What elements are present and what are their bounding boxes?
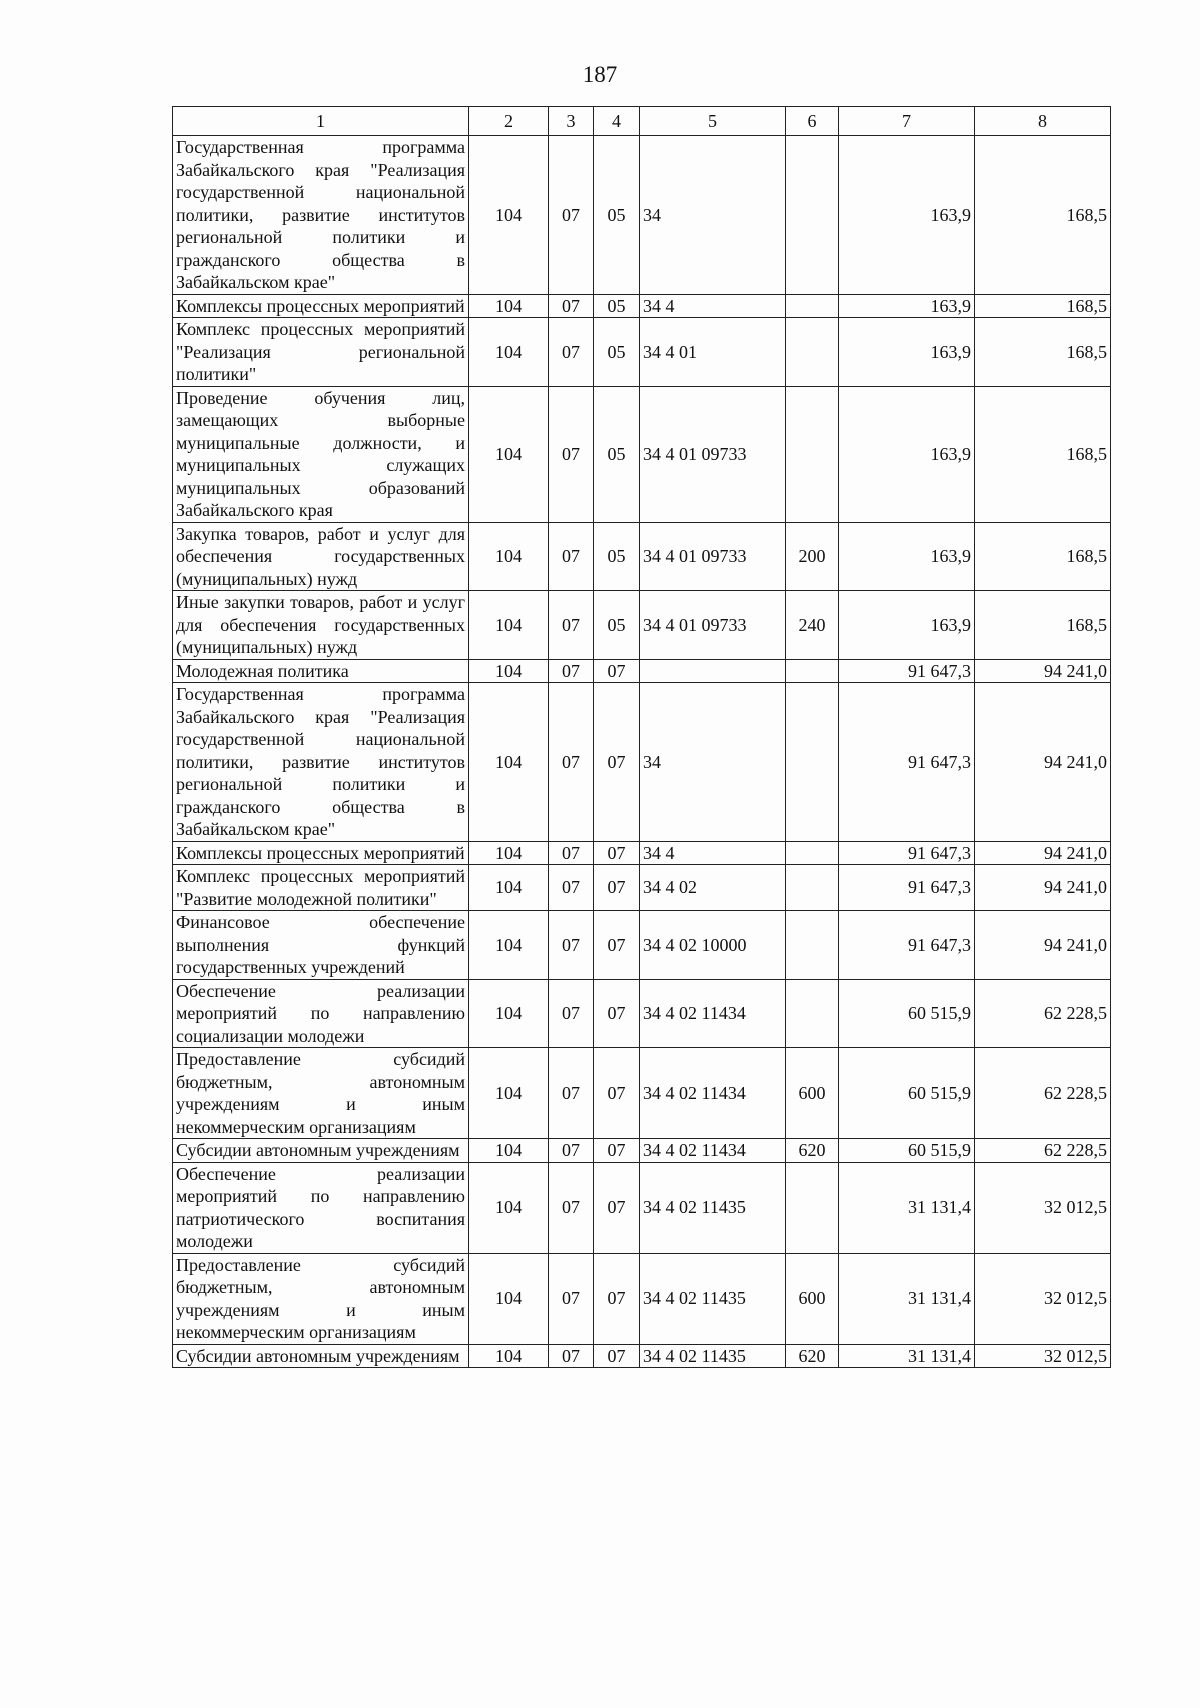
- amount-year2-cell: 168,5: [975, 136, 1111, 295]
- expense-type-cell: 600: [786, 1253, 839, 1344]
- page-number: 187: [582, 62, 618, 87]
- amount-year1-cell: 31 131,4: [839, 1253, 975, 1344]
- amount-year2-cell: 62 228,5: [975, 979, 1111, 1048]
- row-name-cell: Комплексы процессных мероприятий: [173, 841, 469, 865]
- chapter-code-cell: 07: [549, 1253, 594, 1344]
- expense-type-cell: [786, 318, 839, 387]
- chapter-code-cell: 07: [549, 1344, 594, 1368]
- amount-year2-cell: 168,5: [975, 522, 1111, 591]
- target-article-cell: [640, 659, 786, 683]
- chapter-code-cell: 07: [549, 865, 594, 911]
- subsection-code-cell: 07: [594, 659, 640, 683]
- target-article-cell: 34 4 01 09733: [640, 522, 786, 591]
- table-row: [173, 683, 1111, 842]
- amount-year2-cell: 168,5: [975, 318, 1111, 387]
- section-code-cell: 104: [469, 1344, 549, 1368]
- section-code-cell: 104: [469, 294, 549, 318]
- expense-type-cell: [786, 979, 839, 1048]
- table-row: [173, 1048, 1111, 1139]
- chapter-code-cell: 07: [549, 1139, 594, 1163]
- target-article-cell: 34: [640, 683, 786, 842]
- row-name-cell: Предоставление субсидий бюджетным, автономным учреждениям и иным некоммерческим организациям: [173, 1048, 469, 1139]
- table-row: [173, 318, 1111, 387]
- row-name-cell: Комплекс процессных мероприятий "Реализация региональной политики": [173, 318, 469, 387]
- section-code-cell: 104: [469, 386, 549, 522]
- expense-type-cell: [786, 683, 839, 842]
- amount-year1-cell: 163,9: [839, 522, 975, 591]
- amount-year1-cell: 60 515,9: [839, 1048, 975, 1139]
- subsection-code-cell: 07: [594, 911, 640, 980]
- expense-type-cell: [786, 386, 839, 522]
- section-code-cell: 104: [469, 911, 549, 980]
- row-name-cell: Обеспечение реализации мероприятий по направлению социализации молодежи: [173, 979, 469, 1048]
- amount-year2-cell: 94 241,0: [975, 659, 1111, 683]
- expense-type-cell: 240: [786, 591, 839, 660]
- table-row: [173, 911, 1111, 980]
- section-code-cell: 104: [469, 591, 549, 660]
- table-row: [173, 522, 1111, 591]
- column-header: 8: [975, 107, 1111, 136]
- chapter-code-cell: 07: [549, 522, 594, 591]
- subsection-code-cell: 07: [594, 865, 640, 911]
- budget-table: [172, 106, 1111, 1368]
- subsection-code-cell: 07: [594, 683, 640, 842]
- expense-type-cell: 620: [786, 1139, 839, 1163]
- column-header: 3: [549, 107, 594, 136]
- amount-year2-cell: 62 228,5: [975, 1139, 1111, 1163]
- row-name-cell: Государственная программа Забайкальского края "Реализация государственной национальной политики, развитие институтов региональной политики и гражданского общества в Забайкальском крае": [173, 683, 469, 842]
- table-row: [173, 841, 1111, 865]
- row-name-cell: Государственная программа Забайкальского края "Реализация государственной национальной политики, развитие институтов региональной политики и гражданского общества в Забайкальском крае": [173, 136, 469, 295]
- expense-type-cell: [786, 841, 839, 865]
- amount-year2-cell: 32 012,5: [975, 1162, 1111, 1253]
- table-row: [173, 865, 1111, 911]
- table-row: [173, 294, 1111, 318]
- amount-year1-cell: 163,9: [839, 136, 975, 295]
- amount-year1-cell: 91 647,3: [839, 683, 975, 842]
- amount-year2-cell: 94 241,0: [975, 841, 1111, 865]
- expense-type-cell: [786, 911, 839, 980]
- amount-year1-cell: 31 131,4: [839, 1162, 975, 1253]
- amount-year1-cell: 60 515,9: [839, 979, 975, 1048]
- target-article-cell: 34 4 01: [640, 318, 786, 387]
- target-article-cell: 34: [640, 136, 786, 295]
- target-article-cell: 34 4 02 10000: [640, 911, 786, 980]
- chapter-code-cell: 07: [549, 318, 594, 387]
- row-name-cell: Финансовое обеспечение выполнения функций государственных учреждений: [173, 911, 469, 980]
- expense-type-cell: [786, 865, 839, 911]
- expense-type-cell: [786, 1162, 839, 1253]
- section-code-cell: 104: [469, 841, 549, 865]
- subsection-code-cell: 05: [594, 318, 640, 387]
- amount-year2-cell: 168,5: [975, 386, 1111, 522]
- subsection-code-cell: 07: [594, 1253, 640, 1344]
- row-name-cell: Закупка товаров, работ и услуг для обеспечения государственных (муниципальных) нужд: [173, 522, 469, 591]
- section-code-cell: 104: [469, 683, 549, 842]
- amount-year2-cell: 62 228,5: [975, 1048, 1111, 1139]
- table-row: [173, 136, 1111, 295]
- row-name-cell: Обеспечение реализации мероприятий по направлению патриотического воспитания молодежи: [173, 1162, 469, 1253]
- subsection-code-cell: 07: [594, 979, 640, 1048]
- section-code-cell: 104: [469, 865, 549, 911]
- target-article-cell: 34 4: [640, 294, 786, 318]
- row-name-cell: Молодежная политика: [173, 659, 469, 683]
- subsection-code-cell: 05: [594, 591, 640, 660]
- target-article-cell: 34 4 02 11434: [640, 1139, 786, 1163]
- chapter-code-cell: 07: [549, 294, 594, 318]
- chapter-code-cell: 07: [549, 683, 594, 842]
- subsection-code-cell: 05: [594, 294, 640, 318]
- section-code-cell: 104: [469, 1162, 549, 1253]
- amount-year1-cell: 163,9: [839, 294, 975, 318]
- section-code-cell: 104: [469, 979, 549, 1048]
- amount-year1-cell: 163,9: [839, 591, 975, 660]
- header-row: [173, 107, 1111, 136]
- column-header: 5: [640, 107, 786, 136]
- subsection-code-cell: 07: [594, 1344, 640, 1368]
- subsection-code-cell: 07: [594, 841, 640, 865]
- chapter-code-cell: 07: [549, 841, 594, 865]
- table-row: [173, 979, 1111, 1048]
- amount-year1-cell: 91 647,3: [839, 841, 975, 865]
- row-name-cell: Субсидии автономным учреждениям: [173, 1139, 469, 1163]
- target-article-cell: 34 4 01 09733: [640, 591, 786, 660]
- chapter-code-cell: 07: [549, 979, 594, 1048]
- chapter-code-cell: 07: [549, 911, 594, 980]
- column-header: 1: [173, 107, 469, 136]
- column-header: 2: [469, 107, 549, 136]
- target-article-cell: 34 4 02 11435: [640, 1344, 786, 1368]
- amount-year1-cell: 60 515,9: [839, 1139, 975, 1163]
- chapter-code-cell: 07: [549, 386, 594, 522]
- row-name-cell: Комплексы процессных мероприятий: [173, 294, 469, 318]
- chapter-code-cell: 07: [549, 591, 594, 660]
- table-row: [173, 386, 1111, 522]
- amount-year1-cell: 91 647,3: [839, 659, 975, 683]
- subsection-code-cell: 05: [594, 386, 640, 522]
- target-article-cell: 34 4 02 11434: [640, 1048, 786, 1139]
- section-code-cell: 104: [469, 136, 549, 295]
- subsection-code-cell: 07: [594, 1162, 640, 1253]
- table-row: [173, 1162, 1111, 1253]
- column-header: 4: [594, 107, 640, 136]
- chapter-code-cell: 07: [549, 136, 594, 295]
- amount-year2-cell: 32 012,5: [975, 1253, 1111, 1344]
- row-name-cell: Комплекс процессных мероприятий "Развитие молодежной политики": [173, 865, 469, 911]
- amount-year2-cell: 94 241,0: [975, 683, 1111, 842]
- expense-type-cell: [786, 659, 839, 683]
- chapter-code-cell: 07: [549, 1162, 594, 1253]
- amount-year2-cell: 32 012,5: [975, 1344, 1111, 1368]
- target-article-cell: 34 4 02 11435: [640, 1253, 786, 1344]
- subsection-code-cell: 05: [594, 522, 640, 591]
- table-row: [173, 591, 1111, 660]
- expense-type-cell: 200: [786, 522, 839, 591]
- expense-type-cell: 600: [786, 1048, 839, 1139]
- target-article-cell: 34 4 02 11435: [640, 1162, 786, 1253]
- target-article-cell: 34 4 01 09733: [640, 386, 786, 522]
- section-code-cell: 104: [469, 1253, 549, 1344]
- column-header: 7: [839, 107, 975, 136]
- expense-type-cell: [786, 294, 839, 318]
- section-code-cell: 104: [469, 318, 549, 387]
- expense-type-cell: 620: [786, 1344, 839, 1368]
- chapter-code-cell: 07: [549, 659, 594, 683]
- row-name-cell: Проведение обучения лиц, замещающих выборные муниципальные должности, и муниципальных служащих муниципальных образований Забайкальского края: [173, 386, 469, 522]
- amount-year2-cell: 168,5: [975, 294, 1111, 318]
- column-header: 6: [786, 107, 839, 136]
- row-name-cell: Предоставление субсидий бюджетным, автономным учреждениям и иным некоммерческим организациям: [173, 1253, 469, 1344]
- target-article-cell: 34 4: [640, 841, 786, 865]
- table-row: [173, 659, 1111, 683]
- table-row: [173, 1253, 1111, 1344]
- table-row: [173, 1344, 1111, 1368]
- section-code-cell: 104: [469, 659, 549, 683]
- amount-year2-cell: 94 241,0: [975, 911, 1111, 980]
- chapter-code-cell: 07: [549, 1048, 594, 1139]
- row-name-cell: Субсидии автономным учреждениям: [173, 1344, 469, 1368]
- subsection-code-cell: 07: [594, 1048, 640, 1139]
- table-row: [173, 1139, 1111, 1163]
- target-article-cell: 34 4 02: [640, 865, 786, 911]
- subsection-code-cell: 07: [594, 1139, 640, 1163]
- amount-year2-cell: 168,5: [975, 591, 1111, 660]
- section-code-cell: 104: [469, 1048, 549, 1139]
- target-article-cell: 34 4 02 11434: [640, 979, 786, 1048]
- amount-year1-cell: 91 647,3: [839, 911, 975, 980]
- amount-year1-cell: 31 131,4: [839, 1344, 975, 1368]
- row-name-cell: Иные закупки товаров, работ и услуг для обеспечения государственных (муниципальных) нужд: [173, 591, 469, 660]
- table-body: [173, 136, 1111, 1368]
- amount-year1-cell: 91 647,3: [839, 865, 975, 911]
- section-code-cell: 104: [469, 1139, 549, 1163]
- expense-type-cell: [786, 136, 839, 295]
- subsection-code-cell: 05: [594, 136, 640, 295]
- amount-year2-cell: 94 241,0: [975, 865, 1111, 911]
- amount-year1-cell: 163,9: [839, 386, 975, 522]
- section-code-cell: 104: [469, 522, 549, 591]
- amount-year1-cell: 163,9: [839, 318, 975, 387]
